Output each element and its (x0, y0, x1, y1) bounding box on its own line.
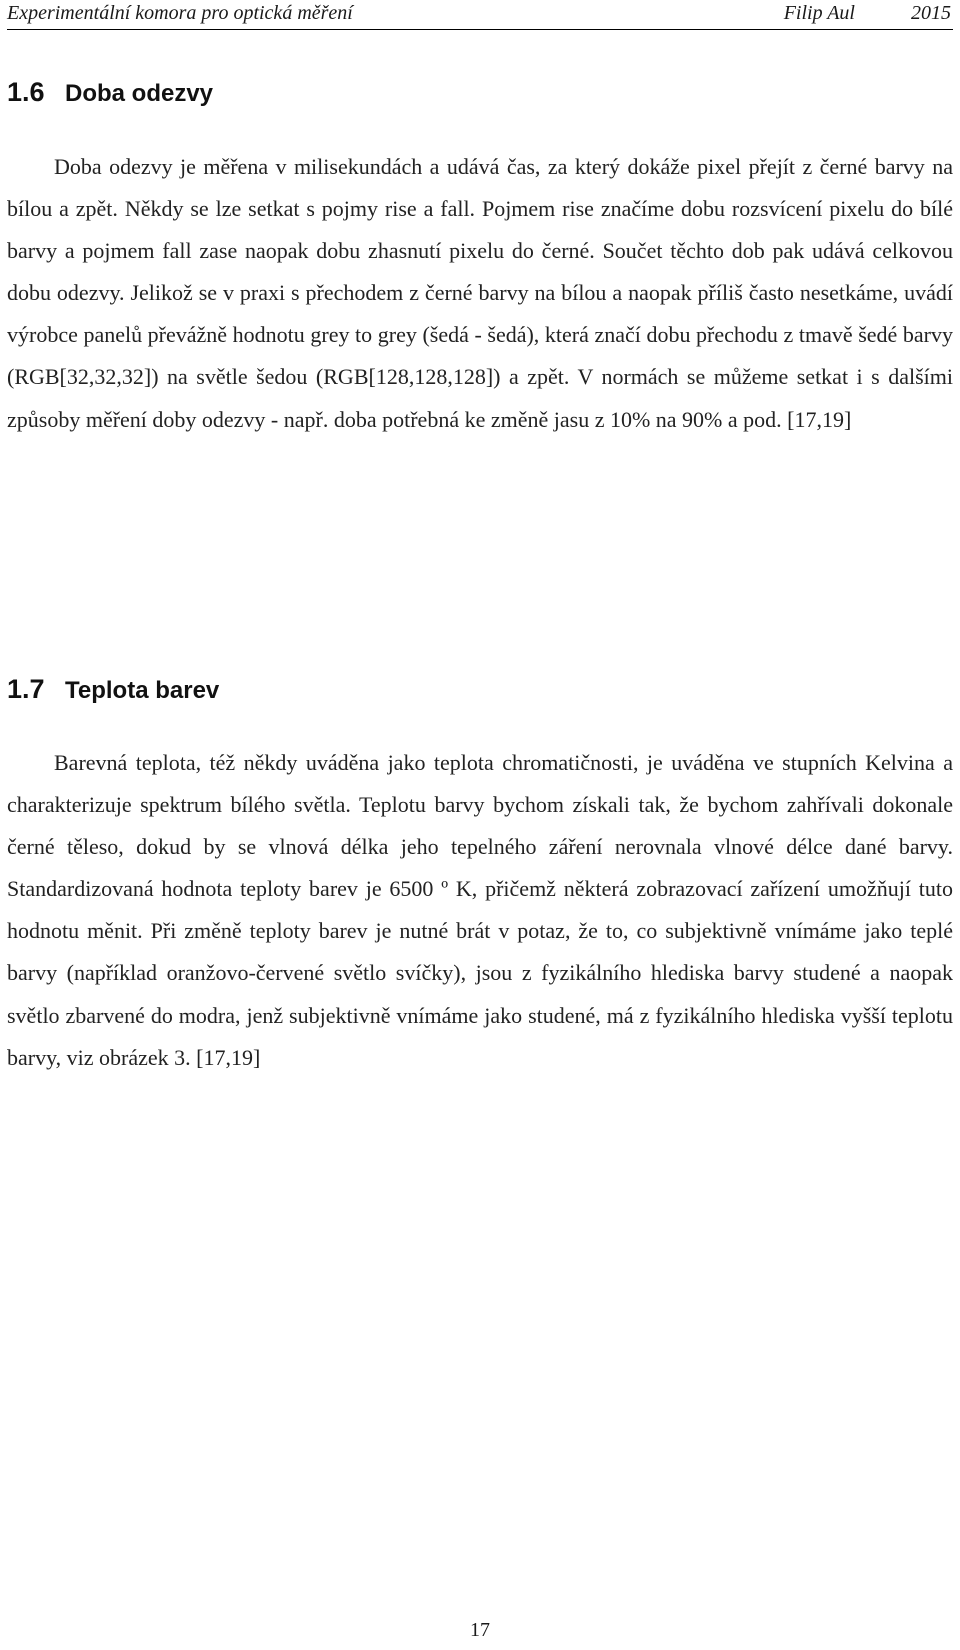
section-heading-color-temperature (7, 674, 219, 706)
section-paragraph-color-temperature: Barevná teplota, též někdy uváděna jako teplota chromatičnosti, je uváděna ve stupních Kelvina a charakterizuje spektrum bílého světla. Teplotu barvy bychom získali tak, že bychom zahřívali dokonale černé těleso, dokud by se vlnová délka jeho tepelného záření nerovnala vlnové délce dané barvy. Standardizovaná hodnota teploty barev je 6500 º K, přičemž některá zobrazovací zařízení umožňují tuto hodnotu měnit. Při změně teploty barev je nutné brát v potaz, že to, co subjektivně vnímáme jako teplé barvy (například oranžovo-červené světlo svíčky), jsou z fyzikálního hlediska barvy studené a naopak světlo zbarvené do modra, jenž subjektivně vnímáme jako studené, má z fyzikálního hlediska vyšší teplotu barvy, viz obrázek 3. [17,19] (7, 750, 953, 1070)
section-heading-response-time (7, 77, 213, 109)
header-year: 2015 (911, 2, 951, 24)
section-number: 1.6 (7, 77, 45, 107)
section-title: Doba odezvy (65, 80, 214, 107)
section-paragraph-response-time: Doba odezvy je měřena v milisekundách a udává čas, za který dokáže pixel přejít z černé barvy na bílou a zpět. Někdy se lze setkat s pojmy rise a fall. Pojmem rise značíme dobu rozsvícení pixelu do bílé barvy a pojmem fall zase naopak dobu zhasnutí pixelu do černé. Součet těchto dob pak udává celkovou dobu odezvy. Jelikož se v praxi s přechodem z černé barvy na bílou a naopak příliš často nesetkáme, uvádí výrobce panelů převážně hodnotu grey to grey (šedá - šedá), která značí dobu přechodu z tmavě šedé barvy (RGB[32,32,32]) na světle šedou (RGB[128,128,128]) a zpět. V normách se můžeme setkat i s dalšími způsoby měření doby odezvy - např. doba potřebná ke změně jasu z 10% na 90% a pod. [17,19] (7, 154, 953, 432)
section-number: 1.7 (7, 674, 45, 704)
header-author: Filip Aul (783, 2, 855, 24)
page-number: 17 (470, 1619, 490, 1641)
section-title: Teplota barev (65, 677, 220, 704)
header-title: Experimentální komora pro optická měření (7, 2, 353, 24)
running-header (7, 2, 953, 30)
